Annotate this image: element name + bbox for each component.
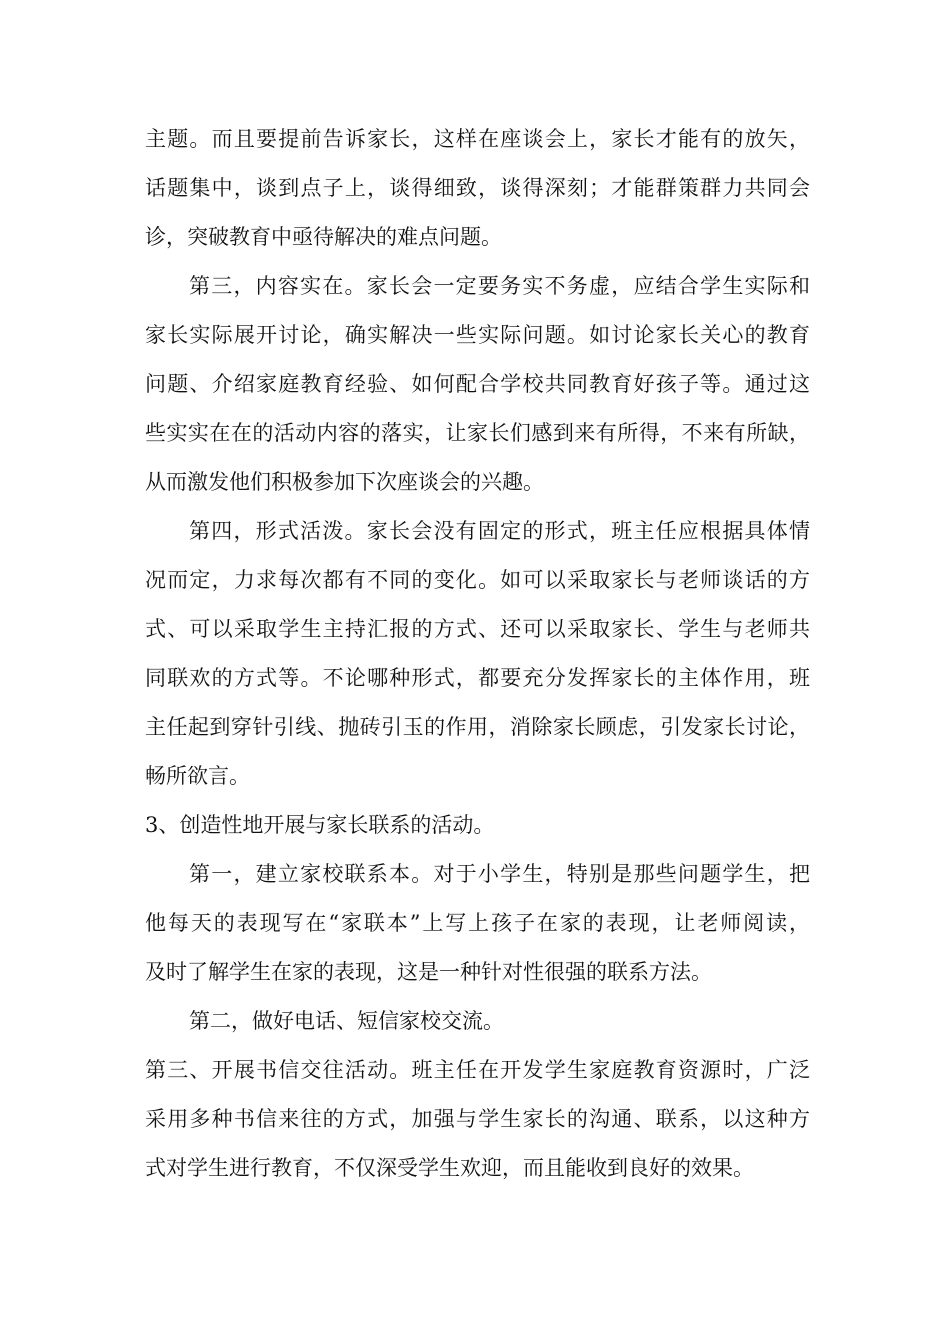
text-line: 式对学生进行教育，不仅深受学生欢迎，而且能收到良好的效果。 [145,1156,754,1180]
text-line: 从而激发他们积极参加下次座谈会的兴趣。 [145,470,544,494]
text-line: 话题集中，谈到点子上，谈得细致，谈得深刻；才能群策群力共同会 [145,176,810,200]
text-line: 些实实在在的活动内容的落实，让家长们感到来有所得，不来有所缺， [145,421,810,445]
text-line: 同联欢的方式等。不论哪种形式，都要充分发挥家长的主体作用，班 [145,666,810,690]
text-line: 主任起到穿针引线、抛砖引玉的作用，消除家长顾虑，引发家长讨论， [145,715,810,739]
body-text [145,115,810,1193]
text-line: 畅所欲言。 [145,764,250,788]
text-line: 家长实际展开讨论，确实解决一些实际问题。如讨论家长关心的教育 [145,323,810,347]
paragraph-start-line: 第一，建立家校联系本。对于小学生，特别是那些问题学生，把 [189,862,810,886]
text-line: 及时了解学生在家的表现，这是一种针对性很强的联系方法。 [145,960,712,984]
text-line: 问题、介绍家庭教育经验、如何配合学校共同教育好孩子等。通过这 [145,372,810,396]
text-line: 他每天的表现写在“家联本”上写上孩子在家的表现，让老师阅读， [145,911,810,935]
paragraph-start-line: 第二，做好电话、短信家校交流。 [189,1009,504,1033]
text-line: 采用多种书信来往的方式，加强与学生家长的沟通、联系，以这种方 [145,1107,810,1131]
text-line: 主题。而且要提前告诉家长，这样在座谈会上，家长才能有的放矢， [145,127,810,151]
paragraph-start-line: 第三、开展书信交往活动。班主任在开发学生家庭教育资源时，广泛 [145,1058,810,1082]
section-heading: 3、创造性地开展与家长联系的活动。 [145,813,495,837]
text-line: 况而定，力求每次都有不同的变化。如可以采取家长与老师谈话的方 [145,568,810,592]
text-line: 诊，突破教育中亟待解决的难点问题。 [145,225,502,249]
paragraph-start-line: 第三，内容实在。家长会一定要务实不务虚，应结合学生实际和 [189,274,810,298]
paragraph-start-line: 第四，形式活泼。家长会没有固定的形式，班主任应根据具体情 [189,519,810,543]
text-line: 式、可以采取学生主持汇报的方式、还可以采取家长、学生与老师共 [145,617,810,641]
